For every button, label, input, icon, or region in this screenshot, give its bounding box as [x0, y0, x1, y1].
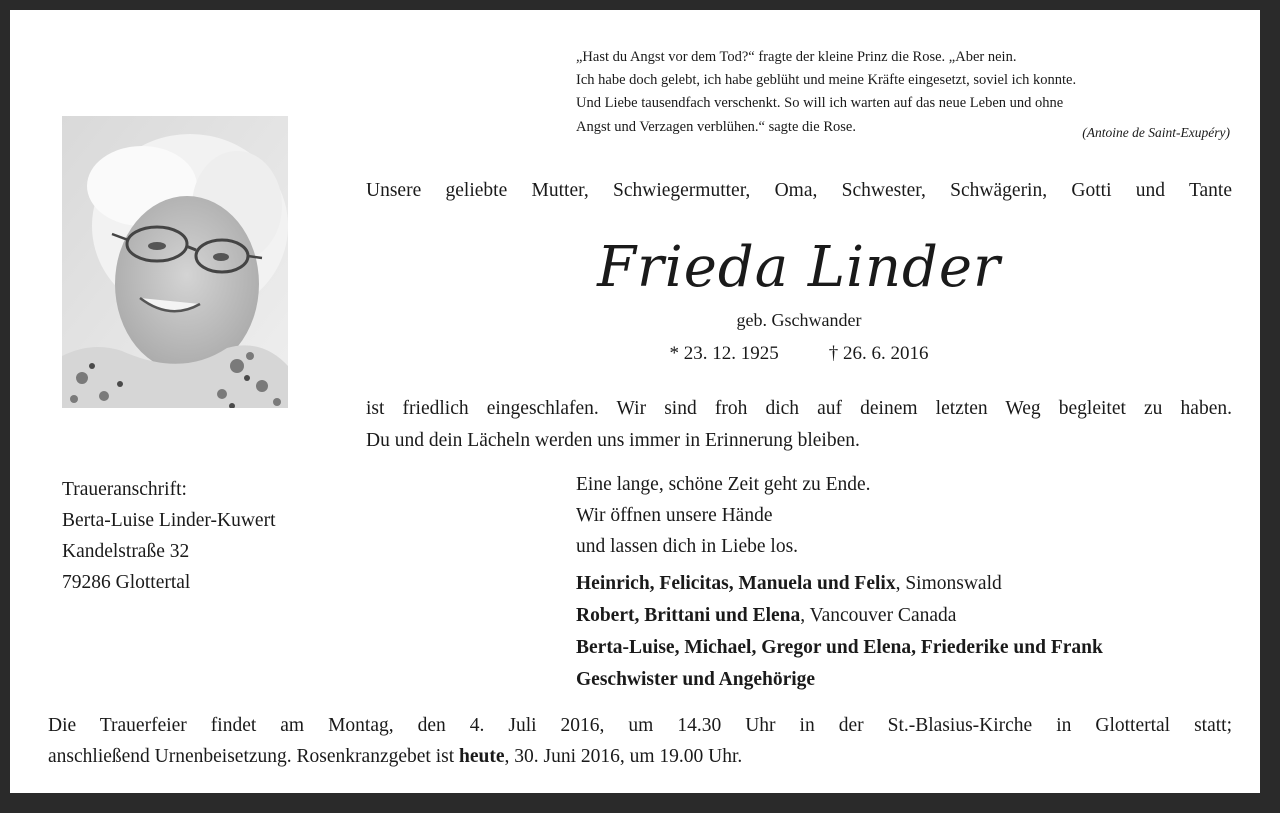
service-text: , 30. Juni 2016, um 19.00 Uhr. [504, 746, 743, 767]
mourner-row [576, 600, 1236, 632]
quote-line: Ich habe doch gelebt, ich habe geblüht und meine Kräfte eingesetzt, soviel ich konnte. [576, 72, 1077, 89]
service-emphasis: heute [459, 746, 505, 767]
mourning-address [62, 474, 352, 598]
portrait-image [62, 116, 288, 408]
intro-line: Unsere geliebte Mutter, Schwiegermutter, Oma, Schwester, Schwägerin, Gotti und Tante [366, 180, 1232, 201]
mourner-place: , Simonswald [895, 573, 1002, 594]
poem-line: Eine lange, schöne Zeit geht zu Ende. [576, 474, 871, 495]
quote-source: (Antoine de Saint-Exupéry) [1082, 125, 1230, 140]
mourners-list [576, 568, 1236, 696]
quote-line: Und Liebe tausendfach verschenkt. So will ich warten auf das neue Leben und ohne [576, 95, 1064, 112]
mourner-names: Robert, Brittani und Elena [576, 605, 801, 626]
mourner-place: , Vancouver Canada [800, 605, 957, 626]
death-date: † 26. 6. 2016 [828, 343, 929, 364]
address-city: 79286 Glottertal [62, 572, 191, 593]
mourner-row [576, 664, 1236, 696]
address-street: Kandelstraße 32 [62, 541, 190, 562]
service-line: Die Trauerfeier findet am Montag, den 4. Juli 2016, um 14.30 Uhr in der St.-Blasius-Kirche in Glottertal statt; [48, 715, 1232, 736]
address-label: Traueranschrift: [62, 479, 187, 500]
birth-date: * 23. 12. 1925 [669, 343, 779, 364]
maiden-name: geb. Gschwander [736, 310, 862, 330]
service-info [48, 710, 1232, 772]
mourner-row [576, 568, 1236, 600]
address-name: Berta-Luise Linder-Kuwert [62, 510, 276, 531]
life-dates [366, 343, 1232, 365]
mourner-row [576, 632, 1236, 664]
quote-line: Angst und Verzagen verblühen.“ sagte die Rose. [576, 118, 856, 135]
poem-line: Wir öffnen unsere Hände [576, 505, 773, 526]
quote-line: „Hast du Angst vor dem Tod?“ fragte der kleine Prinz die Rose. „Aber nein. [576, 49, 1017, 65]
poem-line: und lassen dich in Liebe los. [576, 536, 799, 557]
deceased-name: Frieda Linder [597, 235, 1001, 300]
poem [576, 469, 1236, 562]
mourner-names: Geschwister und Angehörige [576, 669, 816, 690]
service-line [48, 741, 1232, 772]
portrait-photo [62, 116, 288, 408]
message-line: ist friedlich eingeschlafen. Wir sind froh dich auf deinem letzten Weg begleitet zu haben. [366, 398, 1232, 419]
service-text: anschließend Urnenbeisetzung. Rosenkranzgebet ist [48, 746, 459, 767]
mourner-names: Heinrich, Felicitas, Manuela und Felix [576, 573, 896, 594]
mourner-names: Berta-Luise, Michael, Gregor und Elena, Friederike und Frank [576, 637, 1103, 658]
message-line: Du und dein Lächeln werden uns immer in Erinnerung bleiben. [366, 430, 860, 451]
message [366, 393, 1232, 457]
obituary-notice [10, 10, 1260, 793]
